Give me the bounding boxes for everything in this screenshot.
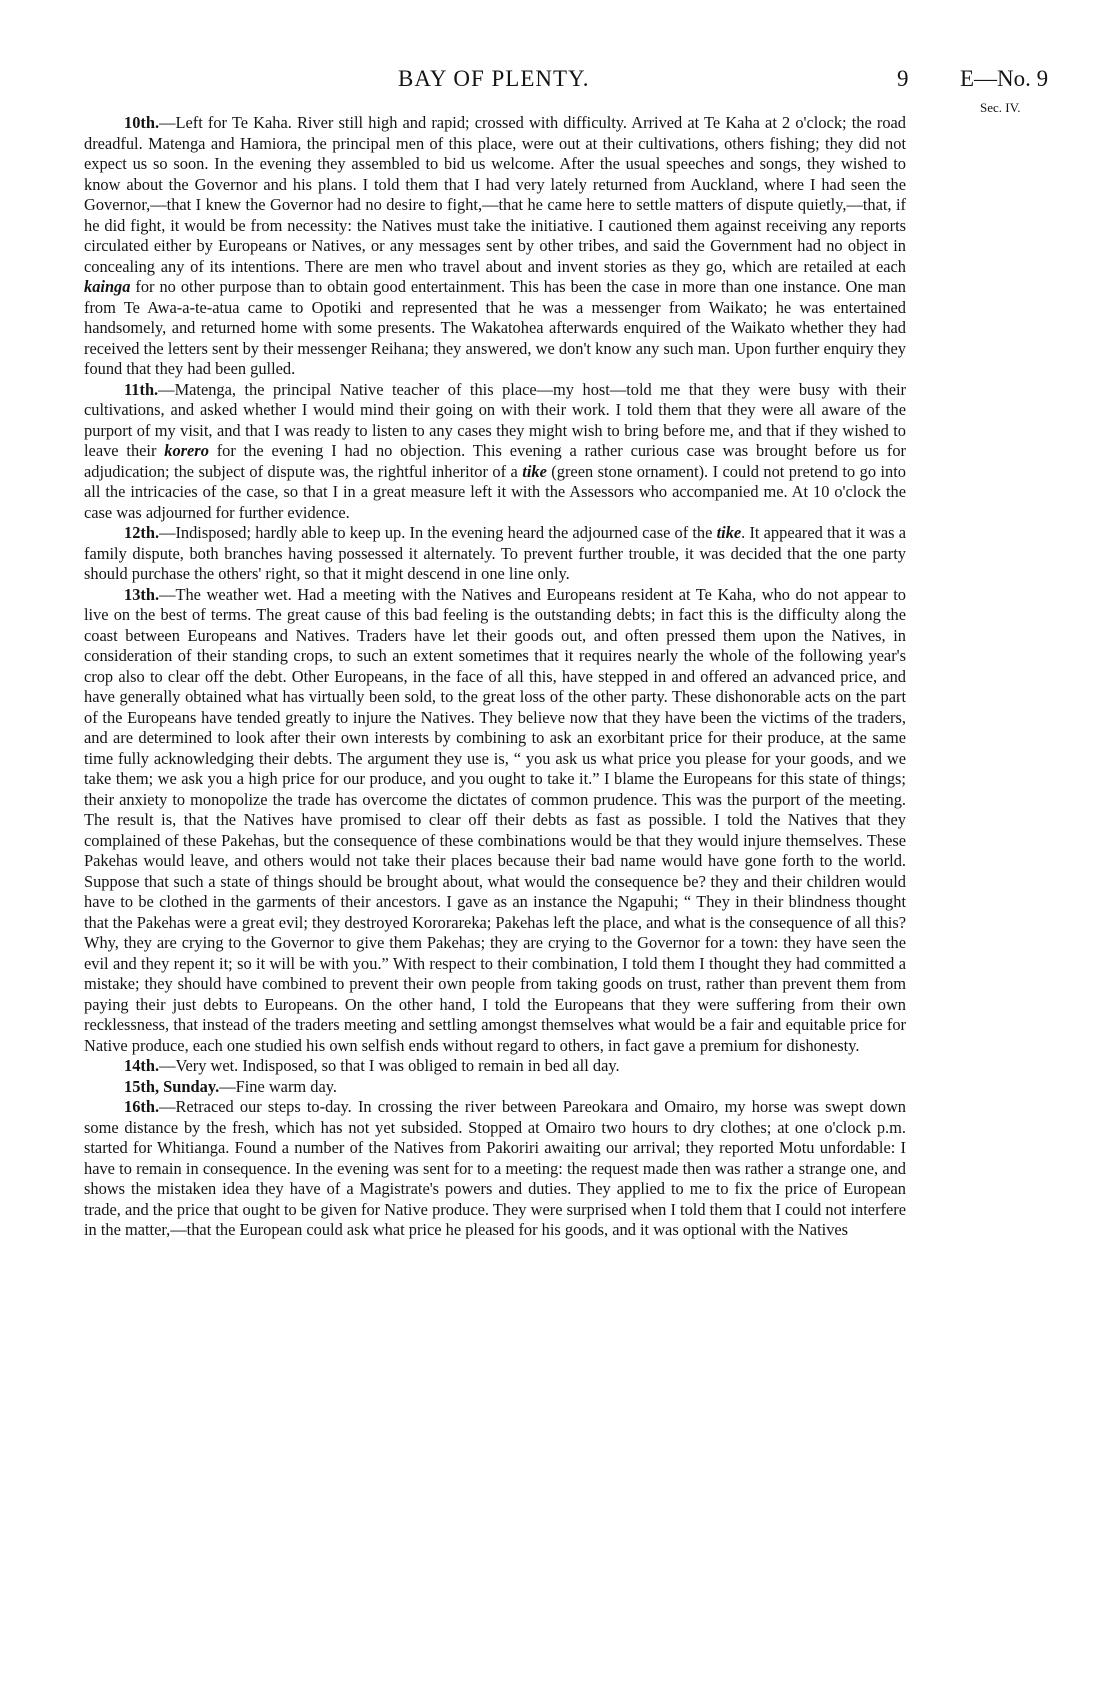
diary-entry-13th [84,585,906,1057]
maori-term: tike [522,461,547,481]
entry-text: for the evening I had no objection. This evening a rather curious case was brought before us for adjudication; the subject of dispute was, the rightful inheritor of a [84,441,906,481]
entry-text: —Left for Te Kaha. River still high and rapid; crossed with difficulty. Arrived at Te Kaha at 2 o'clock; the road dreadful. Matenga and Hamiora, the principal men of this place, were out at their cultivations, others fishing; they did not expect us so soon. In the evening they assembled to bid us welcome. After the usual speeches and songs, they wished to know about the Governor and his plans. I told them that I had very lately returned from Auckland, where I had seen the Governor,—that I knew the Governor had no desire to fight,—that he came here to settle matters of dispute quietly,—that, if he did fight, it would be from necessity: the Natives must take the initiative. I cautioned them against receiving any reports circulated either by Europeans or Natives, or any messages sent by other tribes, and said the Government had no object in concealing any of its intentions. There are men who travel about and invent stories as they go, which are retailed at each [84,113,906,276]
maori-term: kainga [84,277,131,296]
page-header [0,66,1114,115]
diary-entry-16th [84,1097,906,1241]
entry-date: 12th. [124,523,160,542]
entry-text: (green stone ornament). I could not pretend to go into all the intricacies of the case, so that I in a great measure left it with the Assessors who accompanied me. At 10 o'clock the case was adjourned for further evidence. [84,461,906,522]
entry-date: 16th. [124,1097,160,1116]
entry-text: . It appeared that it was a family dispute, both branches having possessed it alternately. To prevent further trouble, it was decided that the one party should purchase the others' right, so that it might descend in one line only. [84,523,906,583]
entry-date: 14th. [124,1056,160,1075]
entry-date: 15th, Sunday. [124,1076,220,1096]
maori-term: korero [164,441,209,460]
page-number: 9 [897,66,909,91]
maori-term: tike [716,523,742,542]
diary-entry-15th [84,1077,906,1098]
diary-entry-10th [84,113,906,380]
entry-text: —The weather wet. Had a meeting with the Natives and Europeans resident at Te Kaha, who do not appear to live on the best of terms. The great cause of this bad feeling is the outstanding debts; in fact this is the difficulty along the coast between Europeans and Natives. Traders have let their goods out, and often pressed them upon the Natives, in consideration of their standing crops, to such an extent sometimes that it requires nearly the whole of the following year's crop also to clear off the debt. Other Europeans, in the face of all this, have stepped in and offered an advanced price, and have generally obtained what has virtually been sold, to the great loss of the other party. These dishonorable acts on the part of the Europeans have tended greatly to injure the Natives. They believe now that they have been the victims of the traders, and are determined to look after their own interests by combining to ask an exorbitant price for their produce, at the same time fully acknowledging their debts. The argument they use is, “ you ask us what price you please for your goods, and we take them; we ask you a high price for our produce, and you ought to take it.” I blame the Europeans for this state of things; their anxiety to monopolize the trade has overcome the dictates of common prudence. This was the purport of the meeting. The result is, that the Natives have promised to clear off their debts as fast as possible. I told the Natives that they complained of these Pakehas, but the consequence of these combinations would be that they would injure themselves. These Pakehas would leave, and others would not take their places because their bad name would have gone forth to the world. Suppose that such a state of things should be brought about, what would the consequence be? they and their children would have to be clothed in the garments of their ancestors. I gave as an instance the Ngapuhi; “ They in their blindness thought that the Pakehas were a great evil; they destroyed Kororareka; Pakehas left the place, and what is the consequence of all this? Why, they are crying to the Governor to give them Pakehas; they are crying to the Governor for a town: they have seen the evil and they repent it; so it will be with you.” With respect to their combination, I told them I thought they had committed a mistake; they should have combined to prevent their own people from taking goods on trust, rather than prevent them from paying their just debts to Europeans. On the other hand, I told the Europeans that they were suffering from their own recklessness, that instead of the traders meeting and settling amongst themselves what would be a fair and equitable price for Native produce, each one studied his own selfish ends without regard to others, in fact gave a premium for dishonesty. [84,584,906,1055]
diary-entry-12th [84,523,906,585]
entry-text: —Very wet. Indisposed, so that I was obliged to remain in bed all day. [159,1056,620,1075]
entry-date: 11th. [124,379,159,399]
running-title: BAY OF PLENTY. [398,66,590,91]
entry-text: —Retraced our steps to-day. In crossing the river between Pareokara and Omairo, my horse was swept down some distance by the fresh, which has not yet subsided. Stopped at Omairo two hours to dry clothes; at one o'clock p.m. started for Whitianga. Found a number of the Natives from Pakoriri awaiting our arrival; they reported Motu unfordable: I have to remain in consequence. In the evening was sent for to a meeting: the request made then was rather a strange one, and shows the mistaken idea they have of a Magistrate's powers and duties. They applied to me to fix the price of European trade, and the price that ought to be given for Native produce. They were surprised when I told them that I could not interfere in the matter,—that the European could ask what price he pleased for his goods, and it was optional with the Natives [84,1097,906,1239]
series-number: E—No. 9 [960,66,1049,91]
diary-body [84,113,906,1241]
diary-entry-11th [84,380,906,524]
entry-text: —Matenga, the principal Native teacher of this place—my host—told me that they were busy with their cultivations, and asked whether I would mind their going on with their work. I told them that they were all aware of the purport of my visit, and that I was ready to listen to any cases they might wish to bring before me, and that if they wished to leave their [84,379,906,460]
entry-text: for no other purpose than to obtain good entertainment. This has been the case in more than one instance. One man from Te Awa-a-te-atua came to Opotiki and represented that he was a messenger from Waikato; he was entertained handsomely, and returned home with some presents. The Wakatohea afterwards enquired of the Waikato whether they had received the letters sent by their messenger Reihana; they answered, we don't know any such man. Upon further enquiry they found that they had been gulled. [84,277,906,378]
entry-text: —Indisposed; hardly able to keep up. In the evening heard the adjourned case of the [159,523,717,542]
entry-date: 10th. [124,113,160,132]
section-label: Sec. IV. [980,100,1021,115]
entry-date: 13th. [124,584,160,604]
entry-text: —Fine warm day. [219,1076,337,1096]
diary-entry-14th [84,1056,906,1077]
